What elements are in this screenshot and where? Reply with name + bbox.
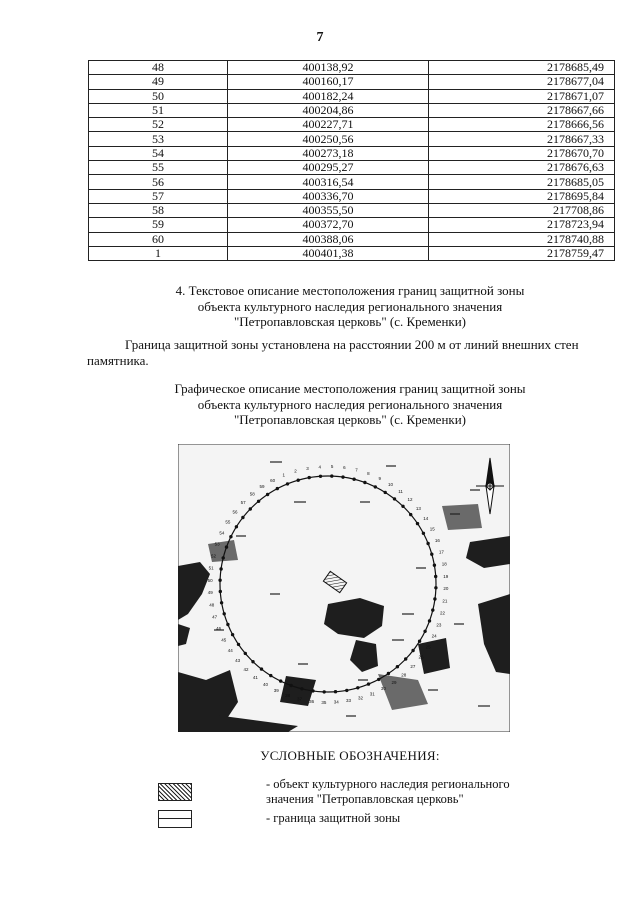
boundary-point (422, 532, 425, 535)
boundary-point-label: 60 (270, 477, 276, 483)
y-coordinate-cell: 2178671,07 (429, 89, 615, 103)
boundary-point (418, 640, 421, 643)
boundary-point-label: 31 (369, 691, 375, 697)
boundary-point (251, 660, 254, 663)
y-coordinate-cell: 2178685,05 (429, 175, 615, 189)
boundary-point-label: 16 (434, 537, 440, 543)
x-coordinate-cell: 400388,06 (228, 232, 429, 246)
boundary-point-label: 43 (235, 657, 241, 663)
section-heading-line-3: "Петропавловская церковь" (с. Кременки) (233, 314, 467, 329)
point-number-cell: 60 (89, 232, 228, 246)
boundary-point-label: 26 (418, 654, 424, 660)
legend-item-heritage-line-2: значения "Петропавловская церковь" (266, 792, 464, 806)
x-coordinate-cell: 400138,92 (228, 61, 429, 75)
boundary-point (434, 586, 437, 589)
table-row (89, 161, 615, 175)
boundary-point-label: 14 (423, 516, 429, 521)
x-coordinate-cell: 400316,54 (228, 175, 429, 189)
point-number-cell: 50 (89, 89, 228, 103)
boundary-point (237, 643, 240, 646)
boundary-point-label: 29 (391, 679, 397, 685)
paragraph-line-1: Граница защитной зоны установлена на расстоянии 200 м от линий внешних стен (125, 337, 579, 352)
boundary-point (334, 690, 337, 693)
boundary-point (396, 665, 399, 668)
table-row (89, 189, 615, 203)
boundary-point (223, 612, 226, 615)
boundary-point-label: 17 (438, 549, 444, 555)
boundary-point (416, 522, 419, 525)
y-coordinate-cell: 2178667,33 (429, 132, 615, 146)
boundary-point-label: 32 (357, 695, 364, 701)
boundary-point (311, 689, 314, 692)
boundary-point (434, 575, 437, 578)
boundary-point (409, 513, 412, 516)
boundary-point-label: 34 (333, 699, 339, 705)
y-coordinate-cell: 2178677,04 (429, 75, 615, 89)
boundary-point-label: 8 (367, 471, 370, 477)
graphic-heading-line-1: Графическое описание местоположения границ защитной зоны (174, 381, 526, 396)
boundary-point (308, 476, 311, 479)
boundary-point-label: 52 (210, 553, 217, 559)
y-coordinate-cell: 2178695,84 (429, 189, 615, 203)
x-coordinate-cell: 400336,70 (228, 189, 429, 203)
protection-zone-map (178, 444, 510, 732)
point-number-cell: 57 (89, 189, 228, 203)
boundary-point-label: 18 (441, 561, 447, 567)
y-coordinate-cell: 2178740,88 (429, 232, 615, 246)
boundary-point-label: 59 (259, 484, 265, 490)
boundary-point (260, 667, 263, 670)
table-row (89, 175, 615, 189)
x-coordinate-cell: 400295,27 (228, 161, 429, 175)
boundary-point-label: 9 (378, 475, 381, 481)
section-heading (0, 283, 640, 330)
point-number-cell: 51 (89, 103, 228, 117)
y-coordinate-cell: 2178667,66 (429, 103, 615, 117)
boundary-point-label: 49 (207, 590, 213, 596)
boundary-point-label: 30 (380, 686, 386, 692)
boundary-point (244, 652, 247, 655)
section-heading-line-1: 4. Текстовое описание местоположения границ защитной зоны (175, 283, 525, 298)
point-number-cell: 59 (89, 218, 228, 232)
boundary-point (257, 500, 260, 503)
boundary-point-label: 23 (436, 622, 442, 628)
boundary-point (222, 556, 225, 559)
point-number-cell: 58 (89, 203, 228, 217)
table-row (89, 118, 615, 132)
boundary-point (323, 690, 326, 693)
boundary-point-label: 45 (221, 637, 227, 643)
boundary-point (363, 481, 366, 484)
boundary-point-label: 54 (219, 530, 225, 536)
boundary-point-label: 7 (355, 467, 358, 473)
boundary-point (377, 678, 380, 681)
boundary-point-label: 25 (425, 644, 431, 650)
boundary-point-label: 21 (442, 598, 448, 604)
boundary-point (433, 597, 436, 600)
table-row (89, 203, 615, 217)
boundary-point-label: 46 (216, 626, 222, 632)
boundary-point-label: 15 (429, 526, 435, 532)
boundary-point (428, 619, 431, 622)
boundary-point-label: 20 (443, 586, 449, 592)
table-row (89, 146, 615, 160)
boundary-point-label: 13 (415, 506, 421, 512)
x-coordinate-cell: 400227,71 (228, 118, 429, 132)
boundary-point-label: 5 (330, 464, 334, 470)
zone-description-paragraph (87, 337, 607, 368)
boundary-point-label: 10 (387, 481, 394, 487)
boundary-point (341, 475, 344, 478)
point-number-cell: 54 (89, 146, 228, 160)
legend-item-heritage (266, 777, 566, 807)
legend-item-zone: - граница защитной зоны (266, 811, 401, 825)
boundary-point (423, 630, 426, 633)
boundary-point (319, 475, 322, 478)
boundary-point-label: 11 (398, 489, 403, 494)
section-heading-line-2: объекта культурного наследия регионального значения (197, 298, 503, 314)
boundary-point (393, 497, 396, 500)
point-number-cell: 53 (89, 132, 228, 146)
table-row (89, 132, 615, 146)
graphic-heading-line-3: "Петропавловская церковь" (с. Кременки) (233, 412, 467, 427)
boundary-point (225, 545, 228, 548)
boundary-point (226, 623, 229, 626)
table-row (89, 103, 615, 117)
boundary-point (219, 567, 222, 570)
boundary-point-label: 36 (309, 698, 315, 704)
point-number-cell: 55 (89, 161, 228, 175)
boundary-point-label: 6 (343, 465, 346, 471)
boundary-point (229, 535, 232, 538)
boundary-point-label: 41 (252, 675, 258, 680)
boundary-point (300, 687, 303, 690)
boundary-point-label: 48 (209, 602, 215, 608)
boundary-point-label: 58 (249, 491, 255, 497)
boundary-point-label: 22 (439, 610, 446, 616)
boundary-point (404, 657, 407, 660)
boundary-point (330, 474, 333, 477)
page-number: 7 (316, 30, 324, 45)
boundary-point (374, 485, 377, 488)
boundary-point-label: 55 (225, 519, 231, 525)
legend-item-heritage-line-1: - объект культурного наследия регионального (266, 777, 510, 791)
boundary-point (231, 633, 234, 636)
x-coordinate-cell: 400250,56 (228, 132, 429, 146)
boundary-point (235, 525, 238, 528)
table-row (89, 218, 615, 232)
boundary-point (219, 590, 222, 593)
boundary-point-label: 40 (262, 682, 269, 688)
boundary-point-label: 42 (243, 666, 249, 672)
boundary-point (426, 542, 429, 545)
paragraph-line-2: памятника. (87, 352, 149, 368)
boundary-point-label: 50 (207, 577, 213, 583)
boundary-point (218, 579, 221, 582)
boundary-point-label: 28 (401, 672, 407, 678)
boundary-point (220, 601, 223, 604)
table-row (89, 246, 615, 260)
boundary-point-label: 19 (443, 573, 449, 579)
boundary-point-label: 1 (282, 472, 286, 478)
y-coordinate-cell: 2178670,70 (429, 146, 615, 160)
boundary-point-label: 27 (410, 664, 416, 669)
boundary-point-label: 24 (431, 633, 437, 639)
x-coordinate-cell: 400160,17 (228, 75, 429, 89)
boundary-point (411, 649, 414, 652)
boundary-point (289, 684, 292, 687)
boundary-point-label: 3 (306, 465, 309, 471)
heritage-object-legend-icon (158, 783, 192, 801)
graphic-heading-line-2: объекта культурного наследия регионального значения (197, 396, 503, 412)
y-coordinate-cell: 217708,86 (429, 203, 615, 217)
point-number-cell: 1 (89, 246, 228, 260)
boundary-point-label: 39 (273, 688, 279, 694)
coordinates-table (88, 60, 615, 261)
point-number-cell: 56 (89, 175, 228, 189)
boundary-point (286, 482, 289, 485)
graphic-heading (0, 381, 640, 428)
boundary-point-label: 37 (296, 696, 303, 702)
x-coordinate-cell: 400355,50 (228, 203, 429, 217)
point-number-cell: 52 (89, 118, 228, 132)
boundary-point (269, 674, 272, 677)
boundary-point (345, 689, 348, 692)
boundary-point (266, 493, 269, 496)
boundary-point (431, 608, 434, 611)
table-row (89, 232, 615, 246)
boundary-point (352, 478, 355, 481)
y-coordinate-cell: 2178666,56 (429, 118, 615, 132)
boundary-point-label: 2 (294, 468, 297, 474)
boundary-point (249, 507, 252, 510)
table-row (89, 89, 615, 103)
x-coordinate-cell: 400182,24 (228, 89, 429, 103)
boundary-point-label: 47 (212, 614, 218, 620)
table-row (89, 61, 615, 75)
boundary-point (279, 679, 282, 682)
legend-title: УСЛОВНЫЕ ОБОЗНАЧЕНИЯ: (260, 748, 440, 763)
boundary-point-label: 57 (240, 500, 246, 505)
y-coordinate-cell: 2178723,94 (429, 218, 615, 232)
boundary-point (401, 505, 404, 508)
point-number-cell: 48 (89, 61, 228, 75)
boundary-point-label: 56 (232, 509, 238, 515)
boundary-point (367, 682, 370, 685)
boundary-point-label: 33 (345, 698, 352, 704)
boundary-point-label: 12 (407, 497, 413, 503)
boundary-point (387, 672, 390, 675)
boundary-point-label: 51 (208, 565, 214, 571)
point-number-cell: 49 (89, 75, 228, 89)
x-coordinate-cell: 400204,86 (228, 103, 429, 117)
boundary-point-label: 35 (321, 699, 327, 705)
boundary-point-label: 53 (214, 541, 220, 547)
boundary-point (356, 686, 359, 689)
boundary-point (384, 491, 387, 494)
boundary-point (430, 553, 433, 556)
boundary-point-label: 44 (227, 648, 233, 653)
boundary-point-label: 4 (318, 464, 322, 470)
y-coordinate-cell: 2178676,63 (429, 161, 615, 175)
boundary-point (276, 487, 279, 490)
boundary-point (297, 479, 300, 482)
table-row (89, 75, 615, 89)
x-coordinate-cell: 400372,70 (228, 218, 429, 232)
x-coordinate-cell: 400401,38 (228, 246, 429, 260)
protection-zone-legend-icon (158, 810, 192, 828)
y-coordinate-cell: 2178685,49 (429, 61, 615, 75)
x-coordinate-cell: 400273,18 (228, 146, 429, 160)
boundary-point-label: 38 (285, 692, 291, 698)
y-coordinate-cell: 2178759,47 (429, 246, 615, 260)
boundary-point (433, 564, 436, 567)
boundary-point (241, 516, 244, 519)
